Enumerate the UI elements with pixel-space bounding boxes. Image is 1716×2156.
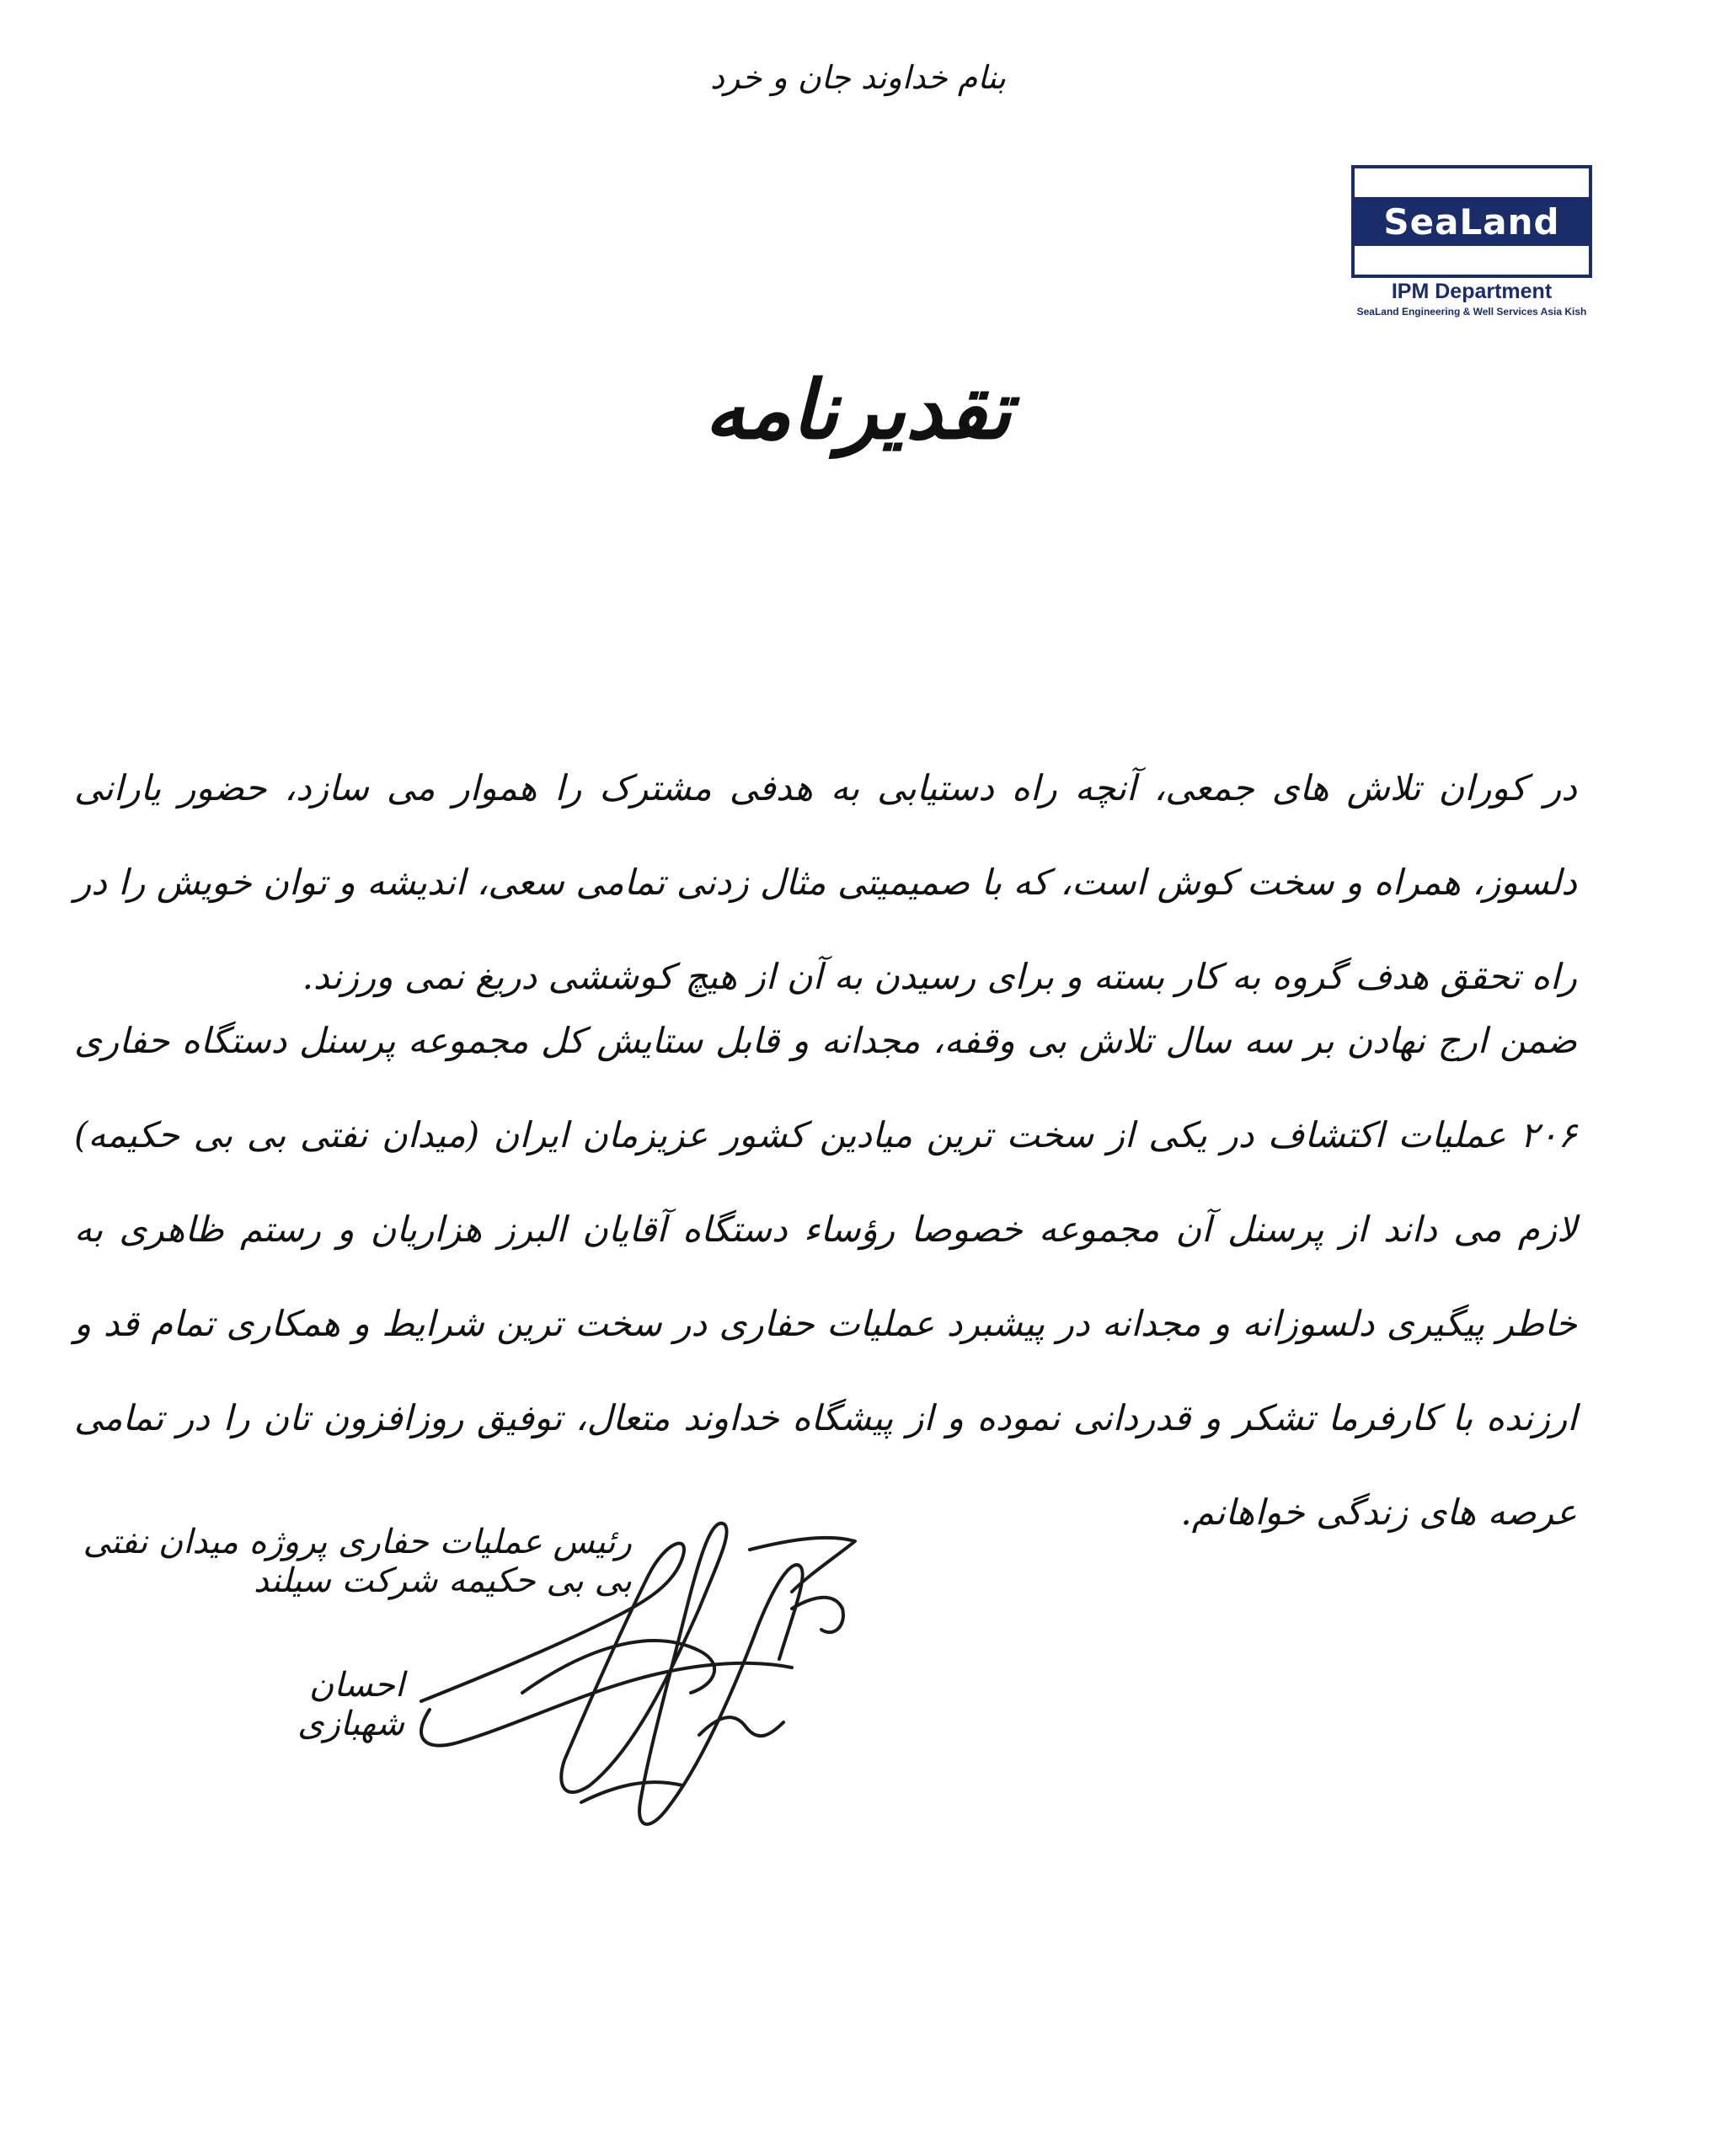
signatory-title: رئیس عملیات حفاری پروژه میدان نفتی بی بی حکیمه شرکت سیلند <box>83 1523 632 1600</box>
handwritten-signature <box>396 1482 868 1853</box>
body-paragraph-1: در کوران تلاش های جمعی، آنچه راه دستیابی به هدفی مشترک را هموار می سازد، حضور یارانی دلسوز، همراه و سخت کوش است، که با صمیمیتی مثال زدنی تمامی سعی، اندیشه و توان خویش را در راه تحقق هدف گروه به کار بسته و برای رسیدن به آن از هیچ کوششی دریغ نمی ورزند. <box>74 767 1577 997</box>
logo-company-name: SeaLand <box>1383 200 1560 243</box>
logo-band <box>1355 197 1589 246</box>
logo-department: IPM Department <box>1391 280 1553 303</box>
document-title: تقدیرنامه <box>704 362 1012 457</box>
company-logo <box>1351 165 1592 318</box>
basmala-heading: بنام خداوند جان و خرد <box>709 59 1007 96</box>
signatory-name: احسان شهبازی <box>297 1666 404 1743</box>
logo-box <box>1351 165 1592 278</box>
body-paragraph-2: ضمن ارج نهادن بر سه سال تلاش بی وقفه، مجدانه و قابل ستایش کل مجموعه پرسنل دستگاه حفاری ۲۰۶ عملیات اکتشاف در یکی از سخت ترین میادین کشور عزیزمان ایران (میدان نفتی بی بی حکیمه) لازم می داند از پرسنل آن مجموعه خصوصا رؤساء دستگاه آقایان البرز هزاریان و رستم ظاهری به خاطر پیگیری دلسوزانه و مجدانه در پیشبرد عملیات حفاری در سخت ترین شرایط و همکاری تمام قد و ارزنده با کارفرما تشکر و قدردانی نموده و از پیشگاه خداوند متعال، توفیق روزافزون تان را در تمامی عرصه های زندگی خواهانم. <box>74 1020 1577 1533</box>
logo-subtitle: SeaLand Engineering & Well Services Asia Kish <box>1356 306 1587 318</box>
